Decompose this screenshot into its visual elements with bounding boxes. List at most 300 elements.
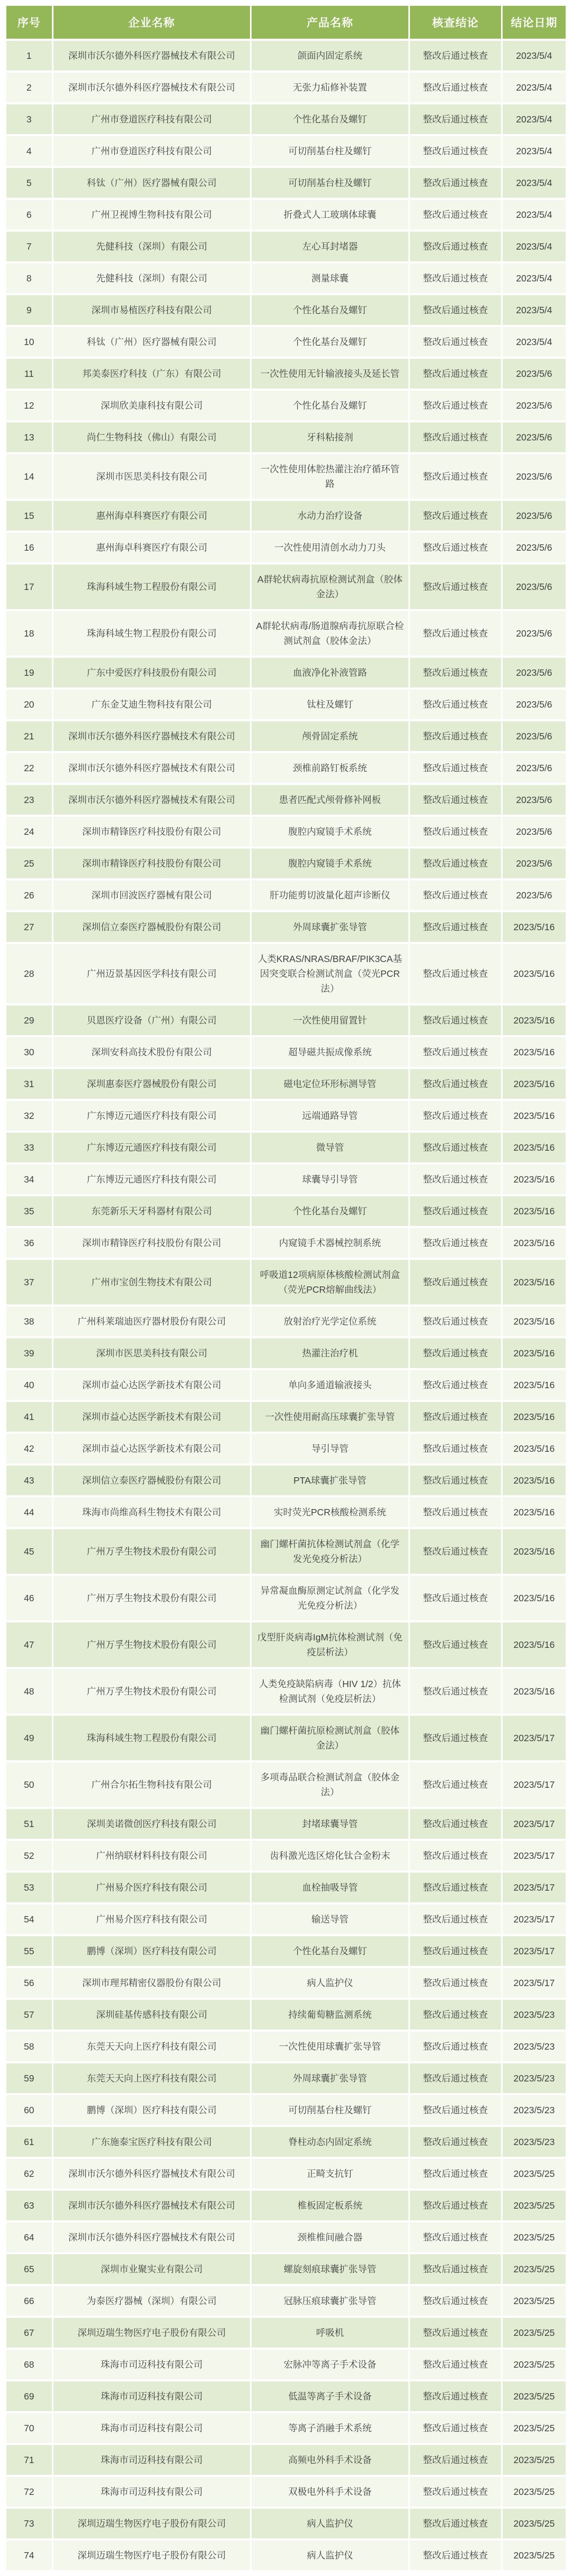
cell-company: 广东博迈元通医疗科技有限公司: [53, 1133, 251, 1162]
table-row: [6, 1069, 566, 1099]
cell-conclusion: 整改后通过核查: [410, 1370, 501, 1400]
cell-conclusion: 整改后通过核查: [410, 785, 501, 815]
cell-conclusion: 整改后通过核查: [410, 422, 501, 452]
cell-company: 广州易介医疗科技有限公司: [53, 1873, 251, 1902]
table-row: [6, 104, 566, 134]
cell-no: 58: [6, 2032, 52, 2061]
cell-conclusion: 整改后通过核查: [410, 1904, 501, 1934]
cell-date: 2023/5/16: [503, 912, 566, 942]
table-row: [6, 1497, 566, 1527]
table-row: [6, 1968, 566, 1998]
cell-date: 2023/5/6: [503, 658, 566, 687]
cell-conclusion: 整改后通过核查: [410, 2063, 501, 2093]
cell-date: 2023/5/16: [503, 1497, 566, 1527]
cell-conclusion: 整改后通过核查: [410, 1133, 501, 1162]
cell-conclusion: 整改后通过核查: [410, 200, 501, 230]
table-row: [6, 2032, 566, 2061]
cell-date: 2023/5/25: [503, 2540, 566, 2570]
table-row: [6, 1841, 566, 1871]
cell-company: 广州纳联材料科技有限公司: [53, 1841, 251, 1871]
cell-date: 2023/5/25: [503, 2191, 566, 2220]
cell-conclusion: 整改后通过核查: [410, 295, 501, 325]
cell-product: 颈椎前路钉板系统: [252, 753, 408, 783]
cell-conclusion: 整改后通过核查: [410, 1841, 501, 1871]
cell-no: 65: [6, 2254, 52, 2284]
cell-no: 57: [6, 2000, 52, 2030]
cell-conclusion: 整改后通过核查: [410, 2127, 501, 2157]
cell-date: 2023/5/6: [503, 753, 566, 783]
cell-conclusion: 整改后通过核查: [410, 1809, 501, 1839]
table-row: [6, 2254, 566, 2284]
cell-conclusion: 整改后通过核查: [410, 1037, 501, 1067]
cell-conclusion: 整改后通过核查: [410, 359, 501, 389]
cell-no: 19: [6, 658, 52, 687]
cell-product: 螺旋刻痕球囊扩张导管: [252, 2254, 408, 2284]
cell-conclusion: 整改后通过核查: [410, 1338, 501, 1368]
cell-date: 2023/5/4: [503, 295, 566, 325]
cell-company: 深圳市沃尔德外科医疗器械技术有限公司: [53, 785, 251, 815]
cell-conclusion: 整改后通过核查: [410, 232, 501, 261]
cell-date: 2023/5/25: [503, 2381, 566, 2411]
cell-date: 2023/5/16: [503, 1338, 566, 1368]
cell-conclusion: 整改后通过核查: [410, 2286, 501, 2316]
cell-no: 32: [6, 1101, 52, 1131]
cell-no: 55: [6, 1936, 52, 1966]
cell-company: 东莞天天向上医疗科技有限公司: [53, 2032, 251, 2061]
cell-product: 颈椎椎间融合器: [252, 2222, 408, 2252]
cell-company: 深圳惠泰医疗器械股份有限公司: [53, 1069, 251, 1099]
cell-product: 呼吸机: [252, 2318, 408, 2348]
cell-product: 呼吸道12项病原体核酸检测试剂盒（荧光PCR熔解曲线法）: [252, 1260, 408, 1304]
cell-conclusion: 整改后通过核查: [410, 2095, 501, 2125]
cell-conclusion: 整改后通过核查: [410, 721, 501, 751]
cell-product: 球囊导引导管: [252, 1165, 408, 1194]
table-row: [6, 611, 566, 656]
cell-product: 脊柱动态内固定系统: [252, 2127, 408, 2157]
cell-company: 广州市宝创生物技术有限公司: [53, 1260, 251, 1304]
cell-conclusion: 整改后通过核查: [410, 1936, 501, 1966]
cell-company: 广州迈景基因医学科技有限公司: [53, 944, 251, 1003]
cell-conclusion: 整改后通过核查: [410, 2159, 501, 2189]
cell-company: 广州市登道医疗科技有限公司: [53, 136, 251, 166]
table-row: [6, 422, 566, 452]
table-row: [6, 944, 566, 1003]
cell-no: 70: [6, 2413, 52, 2443]
table-row: [6, 2540, 566, 2570]
cell-date: 2023/5/23: [503, 2032, 566, 2061]
cell-product: 实时荧光PCR核酸检测系统: [252, 1497, 408, 1527]
cell-no: 63: [6, 2191, 52, 2220]
cell-no: 10: [6, 327, 52, 357]
cell-product: 病人监护仪: [252, 2509, 408, 2538]
cell-no: 56: [6, 1968, 52, 1998]
table-row: [6, 1622, 566, 1667]
cell-conclusion: 整改后通过核查: [410, 564, 501, 609]
cell-product: 外周球囊扩张导管: [252, 2063, 408, 2093]
cell-date: 2023/5/16: [503, 1402, 566, 1432]
cell-conclusion: 整改后通过核查: [410, 136, 501, 166]
cell-product: 导引导管: [252, 1434, 408, 1463]
cell-date: 2023/5/16: [503, 1228, 566, 1258]
column-header-no: 序号: [6, 6, 52, 39]
cell-no: 44: [6, 1497, 52, 1527]
cell-conclusion: 整改后通过核查: [410, 2032, 501, 2061]
cell-product: 腹腔内窥镜手术系统: [252, 817, 408, 846]
cell-no: 14: [6, 454, 52, 499]
cell-company: 珠海市司迈科技有限公司: [53, 2381, 251, 2411]
cell-no: 45: [6, 1529, 52, 1574]
table-row: [6, 295, 566, 325]
table-row: [6, 1936, 566, 1966]
cell-company: 深圳市益心达医学新技术有限公司: [53, 1370, 251, 1400]
table-row: [6, 1101, 566, 1131]
cell-company: 深圳迈瑞生物医疗电子股份有限公司: [53, 2318, 251, 2348]
table-row: [6, 1370, 566, 1400]
cell-conclusion: 整改后通过核查: [410, 2222, 501, 2252]
cell-company: 深圳美诺微创医疗科技有限公司: [53, 1809, 251, 1839]
cell-no: 74: [6, 2540, 52, 2570]
cell-date: 2023/5/4: [503, 136, 566, 166]
cell-product: 一次性使用无针输液接头及延长管: [252, 359, 408, 389]
cell-company: 深圳市沃尔德外科医疗器械技术有限公司: [53, 41, 251, 70]
cell-date: 2023/5/4: [503, 327, 566, 357]
cell-date: 2023/5/4: [503, 104, 566, 134]
cell-company: 东莞天天向上医疗科技有限公司: [53, 2063, 251, 2093]
cell-date: 2023/5/25: [503, 2222, 566, 2252]
table-row: [6, 2159, 566, 2189]
cell-no: 7: [6, 232, 52, 261]
cell-no: 53: [6, 1873, 52, 1902]
cell-product: 戊型肝炎病毒IgM抗体检测试剂（免疫层析法）: [252, 1622, 408, 1667]
cell-date: 2023/5/4: [503, 168, 566, 198]
cell-product: 幽门螺杆菌抗原检测试剂盒（胶体金法）: [252, 1716, 408, 1760]
cell-product: 血栓抽吸导管: [252, 1873, 408, 1902]
table-row: [6, 1165, 566, 1194]
cell-company: 广东博迈元通医疗科技有限公司: [53, 1101, 251, 1131]
cell-product: 牙科粘接剂: [252, 422, 408, 452]
table-row: [6, 73, 566, 102]
cell-company: 深圳市回波医疗器械有限公司: [53, 880, 251, 910]
cell-no: 8: [6, 263, 52, 293]
cell-conclusion: 整改后通过核查: [410, 1260, 501, 1304]
cell-date: 2023/5/17: [503, 1904, 566, 1934]
cell-product: 一次性使用耐高压球囊扩张导管: [252, 1402, 408, 1432]
cell-conclusion: 整改后通过核查: [410, 2445, 501, 2475]
cell-company: 广州易介医疗科技有限公司: [53, 1904, 251, 1934]
cell-conclusion: 整改后通过核查: [410, 2381, 501, 2411]
table-row: [6, 41, 566, 70]
cell-no: 69: [6, 2381, 52, 2411]
cell-no: 66: [6, 2286, 52, 2316]
cell-product: 双极电外科手术设备: [252, 2477, 408, 2507]
cell-conclusion: 整改后通过核查: [410, 1101, 501, 1131]
cell-company: 深圳信立泰医疗器械股份有限公司: [53, 912, 251, 942]
cell-no: 33: [6, 1133, 52, 1162]
cell-no: 18: [6, 611, 52, 656]
cell-no: 23: [6, 785, 52, 815]
cell-no: 25: [6, 849, 52, 878]
inspection-results-table: [5, 4, 567, 2572]
cell-company: 深圳硅基传感科技有限公司: [53, 2000, 251, 2030]
cell-conclusion: 整改后通过核查: [410, 2254, 501, 2284]
cell-no: 37: [6, 1260, 52, 1304]
cell-product: 齿科激光选区熔化钛合金粉末: [252, 1841, 408, 1871]
cell-date: 2023/5/4: [503, 200, 566, 230]
cell-date: 2023/5/25: [503, 2350, 566, 2379]
cell-product: 个性化基台及螺钉: [252, 391, 408, 420]
table-row: [6, 1529, 566, 1574]
cell-company: 深圳市益心达医学新技术有限公司: [53, 1434, 251, 1463]
table-row: [6, 1576, 566, 1620]
cell-date: 2023/5/4: [503, 232, 566, 261]
cell-conclusion: 整改后通过核查: [410, 1434, 501, 1463]
cell-date: 2023/5/6: [503, 454, 566, 499]
cell-date: 2023/5/23: [503, 2095, 566, 2125]
table-row: [6, 1809, 566, 1839]
cell-company: 深圳信立泰医疗器械股份有限公司: [53, 1466, 251, 1495]
cell-no: 34: [6, 1165, 52, 1194]
table-row: [6, 501, 566, 531]
cell-product: 外周球囊扩张导管: [252, 912, 408, 942]
table-row: [6, 1904, 566, 1934]
cell-conclusion: 整改后通过核查: [410, 263, 501, 293]
cell-product: 正畸支抗钉: [252, 2159, 408, 2189]
cell-no: 36: [6, 1228, 52, 1258]
cell-conclusion: 整改后通过核查: [410, 2477, 501, 2507]
cell-company: 广州万孚生物技术股份有限公司: [53, 1669, 251, 1714]
cell-date: 2023/5/16: [503, 1466, 566, 1495]
cell-conclusion: 整改后通过核查: [410, 104, 501, 134]
cell-date: 2023/5/17: [503, 1936, 566, 1966]
cell-company: 深圳市沃尔德外科医疗器械技术有限公司: [53, 2159, 251, 2189]
cell-no: 42: [6, 1434, 52, 1463]
cell-product: 宏脉冲等离子手术设备: [252, 2350, 408, 2379]
cell-no: 13: [6, 422, 52, 452]
cell-date: 2023/5/17: [503, 1841, 566, 1871]
table-row: [6, 200, 566, 230]
cell-product: 测量球囊: [252, 263, 408, 293]
cell-date: 2023/5/16: [503, 1069, 566, 1099]
header-row: [6, 6, 566, 39]
cell-company: 科钛（广州）医疗器械有限公司: [53, 168, 251, 198]
cell-date: 2023/5/25: [503, 2254, 566, 2284]
cell-product: 可切削基台柱及螺钉: [252, 2095, 408, 2125]
cell-company: 先健科技（深圳）有限公司: [53, 232, 251, 261]
cell-conclusion: 整改后通过核查: [410, 1228, 501, 1258]
cell-date: 2023/5/4: [503, 73, 566, 102]
table-row: [6, 1307, 566, 1336]
cell-conclusion: 整改后通过核查: [410, 2318, 501, 2348]
cell-no: 39: [6, 1338, 52, 1368]
cell-no: 24: [6, 817, 52, 846]
cell-product: 可切削基台柱及螺钉: [252, 136, 408, 166]
cell-company: 广州万孚生物技术股份有限公司: [53, 1622, 251, 1667]
table-row: [6, 533, 566, 562]
cell-no: 12: [6, 391, 52, 420]
cell-conclusion: 整改后通过核查: [410, 501, 501, 531]
cell-product: 一次性使用体腔热灌注治疗循环管路: [252, 454, 408, 499]
cell-no: 48: [6, 1669, 52, 1714]
cell-product: 颌面内固定系统: [252, 41, 408, 70]
cell-conclusion: 整改后通过核查: [410, 2509, 501, 2538]
cell-date: 2023/5/17: [503, 1716, 566, 1760]
cell-conclusion: 整改后通过核查: [410, 753, 501, 783]
cell-company: 珠海市司迈科技有限公司: [53, 2350, 251, 2379]
cell-no: 43: [6, 1466, 52, 1495]
cell-company: 东莞新乐天牙科器材有限公司: [53, 1196, 251, 1226]
cell-company: 深圳市沃尔德外科医疗器械技术有限公司: [53, 73, 251, 102]
cell-conclusion: 整改后通过核查: [410, 2413, 501, 2443]
cell-no: 52: [6, 1841, 52, 1871]
cell-company: 为泰医疗器械（深圳）有限公司: [53, 2286, 251, 2316]
cell-company: 广东博迈元通医疗科技有限公司: [53, 1165, 251, 1194]
table-row: [6, 2095, 566, 2125]
table-row: [6, 2000, 566, 2030]
table-row: [6, 912, 566, 942]
cell-date: 2023/5/6: [503, 817, 566, 846]
cell-no: 67: [6, 2318, 52, 2348]
table-row: [6, 2509, 566, 2538]
cell-conclusion: 整改后通过核查: [410, 690, 501, 719]
cell-company: 广州万孚生物技术股份有限公司: [53, 1576, 251, 1620]
cell-conclusion: 整改后通过核查: [410, 41, 501, 70]
cell-conclusion: 整改后通过核查: [410, 1196, 501, 1226]
cell-no: 47: [6, 1622, 52, 1667]
table-row: [6, 1402, 566, 1432]
cell-no: 29: [6, 1005, 52, 1035]
cell-company: 广东金艾迪生物科技有限公司: [53, 690, 251, 719]
cell-date: 2023/5/25: [503, 2509, 566, 2538]
cell-product: 高频电外科手术设备: [252, 2445, 408, 2475]
cell-conclusion: 整改后通过核查: [410, 1669, 501, 1714]
cell-no: 35: [6, 1196, 52, 1226]
table-row: [6, 168, 566, 198]
cell-conclusion: 整改后通过核查: [410, 1069, 501, 1099]
cell-date: 2023/5/23: [503, 2127, 566, 2157]
cell-date: 2023/5/25: [503, 2318, 566, 2348]
cell-product: 个性化基台及螺钉: [252, 104, 408, 134]
table-row: [6, 1716, 566, 1760]
cell-date: 2023/5/6: [503, 721, 566, 751]
cell-no: 71: [6, 2445, 52, 2475]
cell-company: 鹏博（深圳）医疗科技有限公司: [53, 1936, 251, 1966]
cell-no: 9: [6, 295, 52, 325]
cell-no: 26: [6, 880, 52, 910]
cell-conclusion: 整改后通过核查: [410, 1402, 501, 1432]
cell-no: 50: [6, 1762, 52, 1807]
cell-company: 深圳市理邦精密仪器股份有限公司: [53, 1968, 251, 1998]
cell-product: PTA球囊扩张导管: [252, 1466, 408, 1495]
table-row: [6, 2381, 566, 2411]
table-row: [6, 327, 566, 357]
cell-product: 幽门螺杆菌抗体检测试剂盒（化学发光免疫分析法）: [252, 1529, 408, 1574]
cell-company: 深圳安科高技术股份有限公司: [53, 1037, 251, 1067]
table-row: [6, 1037, 566, 1067]
table-row: [6, 1873, 566, 1902]
cell-no: 1: [6, 41, 52, 70]
cell-date: 2023/5/25: [503, 2445, 566, 2475]
cell-product: 椎板固定板系统: [252, 2191, 408, 2220]
cell-product: 多项毒品联合检测试剂盒（胶体金法）: [252, 1762, 408, 1807]
table-row: [6, 2318, 566, 2348]
cell-date: 2023/5/6: [503, 611, 566, 656]
cell-company: 广州万孚生物技术股份有限公司: [53, 1529, 251, 1574]
table-row: [6, 1196, 566, 1226]
table-row: [6, 359, 566, 389]
cell-company: 珠海科域生物工程股份有限公司: [53, 611, 251, 656]
cell-date: 2023/5/4: [503, 41, 566, 70]
cell-company: 深圳迈瑞生物医疗电子股份有限公司: [53, 2540, 251, 2570]
cell-conclusion: 整改后通过核查: [410, 391, 501, 420]
cell-product: 可切削基台柱及螺钉: [252, 168, 408, 198]
cell-no: 54: [6, 1904, 52, 1934]
cell-date: 2023/5/6: [503, 880, 566, 910]
cell-no: 27: [6, 912, 52, 942]
cell-conclusion: 整改后通过核查: [410, 1762, 501, 1807]
cell-no: 40: [6, 1370, 52, 1400]
cell-date: 2023/5/6: [503, 359, 566, 389]
table-row: [6, 1133, 566, 1162]
cell-date: 2023/5/25: [503, 2477, 566, 2507]
cell-no: 51: [6, 1809, 52, 1839]
table-row: [6, 1466, 566, 1495]
cell-no: 15: [6, 501, 52, 531]
cell-product: 等离子消融手术系统: [252, 2413, 408, 2443]
cell-product: 无张力疝修补装置: [252, 73, 408, 102]
cell-company: 广东中爱医疗科技股份有限公司: [53, 658, 251, 687]
cell-company: 珠海市尚维高科生物技术有限公司: [53, 1497, 251, 1527]
cell-company: 深圳欣美康科技有限公司: [53, 391, 251, 420]
cell-date: 2023/5/23: [503, 2000, 566, 2030]
cell-product: 一次性使用球囊扩张导管: [252, 2032, 408, 2061]
cell-product: A群轮状病毒/肠道腺病毒抗原联合检测试剂盒（胶体金法）: [252, 611, 408, 656]
cell-company: 惠州海卓科赛医疗有限公司: [53, 501, 251, 531]
table-row: [6, 263, 566, 293]
cell-date: 2023/5/16: [503, 1622, 566, 1667]
cell-date: 2023/5/16: [503, 1370, 566, 1400]
cell-product: A群轮状病毒抗原检测试剂盒（胶体金法）: [252, 564, 408, 609]
cell-no: 21: [6, 721, 52, 751]
table-row: [6, 785, 566, 815]
cell-conclusion: 整改后通过核查: [410, 880, 501, 910]
cell-no: 11: [6, 359, 52, 389]
cell-product: 持续葡萄糖监测系统: [252, 2000, 408, 2030]
cell-product: 左心耳封堵器: [252, 232, 408, 261]
cell-company: 珠海市司迈科技有限公司: [53, 2413, 251, 2443]
cell-conclusion: 整改后通过核查: [410, 611, 501, 656]
cell-date: 2023/5/17: [503, 1762, 566, 1807]
cell-conclusion: 整改后通过核查: [410, 2540, 501, 2570]
cell-date: 2023/5/25: [503, 2413, 566, 2443]
table-row: [6, 2445, 566, 2475]
table-row: [6, 2222, 566, 2252]
table-row: [6, 2286, 566, 2316]
cell-company: 尚仁生物科技（佛山）有限公司: [53, 422, 251, 452]
cell-product: 单向多通道输液接头: [252, 1370, 408, 1400]
cell-conclusion: 整改后通过核查: [410, 1716, 501, 1760]
table-row: [6, 232, 566, 261]
cell-product: 冠脉压痕球囊扩张导管: [252, 2286, 408, 2316]
column-header-product: 产品名称: [252, 6, 408, 39]
cell-company: 深圳市医思美科技有限公司: [53, 454, 251, 499]
cell-date: 2023/5/16: [503, 944, 566, 1003]
cell-no: 46: [6, 1576, 52, 1620]
cell-company: 深圳市沃尔德外科医疗器械技术有限公司: [53, 2191, 251, 2220]
cell-conclusion: 整改后通过核查: [410, 849, 501, 878]
cell-date: 2023/5/23: [503, 2063, 566, 2093]
cell-conclusion: 整改后通过核查: [410, 1165, 501, 1194]
cell-product: 热灌注治疗机: [252, 1338, 408, 1368]
